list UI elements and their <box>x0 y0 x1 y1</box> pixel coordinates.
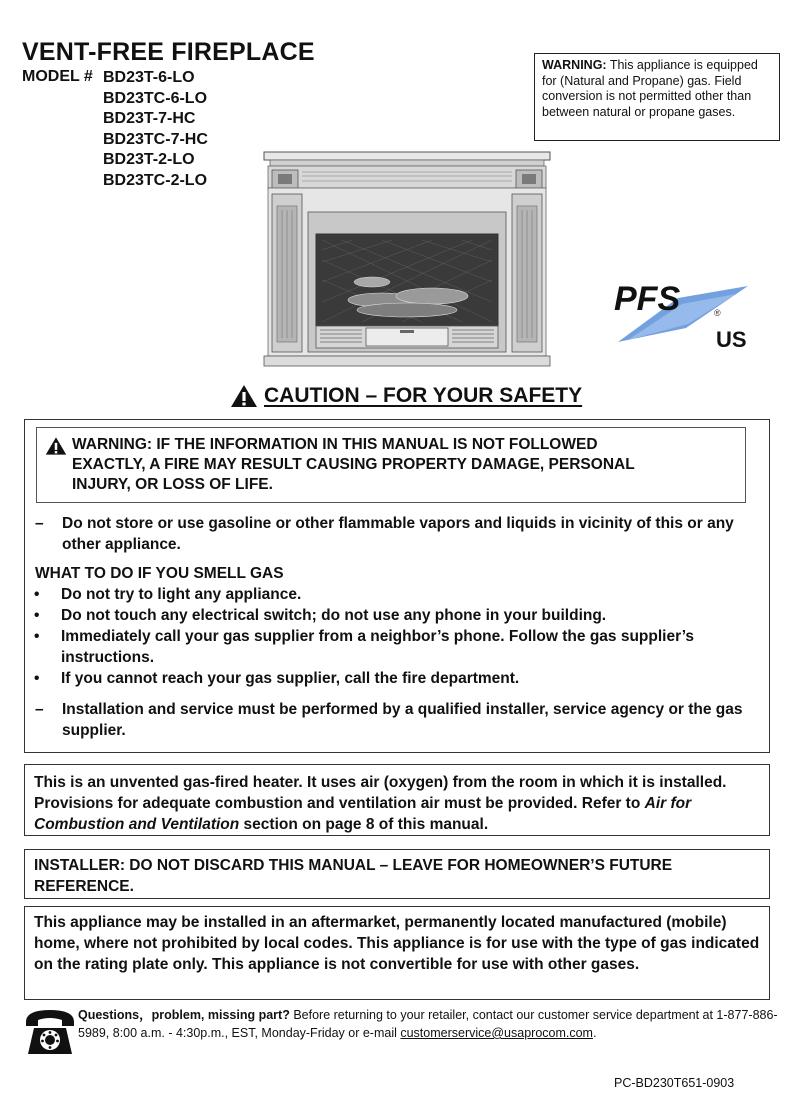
document-title: VENT-FREE FIREPLACE <box>22 38 315 66</box>
model-number: BD23T-6-LO <box>103 69 195 86</box>
list-item-text: Do not try to light any appliance. <box>61 586 302 603</box>
telephone-icon <box>22 1004 78 1058</box>
list-item-text: Do not touch any electrical switch; do not use any phone in your building. <box>61 607 607 624</box>
list-item-text: Immediately call your gas supplier from a neighbor’s phone. Follow the gas supplier’s instructions. <box>61 628 695 666</box>
model-number: BD23TC-2-LO <box>103 171 208 189</box>
registered-mark: ® <box>714 308 721 318</box>
notice-text: This is an unvented gas-fired heater. It uses air (oxygen) from the room in which it is installed. Provisions for adequate combustion and ventilation air must be provided. Refer to <box>34 774 727 812</box>
warning-triangle-icon <box>230 384 258 408</box>
list-item <box>26 605 761 626</box>
list-item <box>26 668 761 689</box>
mobile-home-notice: This appliance may be installed in an aftermarket, permanently located manufactured (mobile) home, where not prohibited by local codes. This appliance is for use with the type of gas indicated on the rating plate only. This appliance is not convertible for use with other gases. <box>24 906 770 1000</box>
fire-warning-line: WARNING: IF THE INFORMATION IN THIS MANUAL IS NOT FOLLOWED <box>72 436 598 453</box>
list-item <box>26 584 761 605</box>
bullet-marker: • <box>34 607 40 624</box>
list-item <box>26 626 761 668</box>
section-reference: Air for Combustion and Ventilation <box>34 795 692 833</box>
fireplace-illustration <box>262 150 552 370</box>
model-number: BD23T-2-LO <box>103 151 195 168</box>
model-number: BD23T-7-HC <box>103 110 196 127</box>
pfs-region: US <box>716 327 747 352</box>
warning-label: WARNING: <box>542 58 607 72</box>
installation-service-item <box>26 699 761 741</box>
caution-heading-text: CAUTION – FOR YOUR SAFETY <box>264 384 583 407</box>
smell-gas-heading: WHAT TO DO IF YOU SMELL GAS <box>35 565 284 582</box>
dash-marker: – <box>35 515 44 532</box>
list-item-text: If you cannot reach your gas supplier, call the fire department. <box>61 670 520 687</box>
bullet-marker: • <box>34 670 40 687</box>
questions-label: Questions，problem, missing part? <box>78 1008 290 1022</box>
customer-service-email-link[interactable]: customerservice@usaprocom.com <box>400 1026 593 1040</box>
unvented-heater-notice <box>24 764 770 836</box>
contact-text: Before returning to your retailer, contact our customer service department at 1-877-886-5989, 8:00 a.m. - 4:30p.m., EST, Monday-Friday or e-mail <box>78 1008 778 1040</box>
model-number: BD23TC-7-HC <box>103 130 208 148</box>
customer-service-contact <box>78 1006 778 1042</box>
model-number: BD23TC-6-LO <box>103 89 208 107</box>
dash-marker: – <box>35 701 44 718</box>
fire-warning-box <box>36 427 746 503</box>
fire-warning-line: EXACTLY, A FIRE MAY RESULT CAUSING PROPERTY DAMAGE, PERSONAL <box>72 456 635 473</box>
bullet-marker: • <box>34 628 40 645</box>
pfs-certification-logo <box>608 272 758 352</box>
warning-triangle-icon <box>45 436 67 456</box>
model-list <box>103 68 208 191</box>
document-code: PC-BD230T651-0903 <box>614 1076 735 1090</box>
smell-gas-list <box>26 584 761 689</box>
notice-text: section on page 8 of this manual. <box>239 816 489 833</box>
pfs-logo-text: PFS <box>614 280 681 318</box>
contact-text-end: . <box>592 1026 597 1040</box>
fire-warning-line: INJURY, OR LOSS OF LIFE. <box>72 476 273 493</box>
flammable-vapors-item <box>26 513 761 555</box>
caution-heading <box>230 384 582 408</box>
gas-conversion-warning-box <box>534 53 780 141</box>
installation-service-text: Installation and service must be performed by a qualified installer, service agency or the gas supplier. <box>62 701 743 739</box>
model-prefix: MODEL # <box>22 68 93 85</box>
bullet-marker: • <box>34 586 40 603</box>
flammable-vapors-text: Do not store or use gasoline or other flammable vapors and liquids in vicinity of this or any other appliance. <box>62 515 734 553</box>
warning-text: This appliance is equipped for (Natural and Propane) gas. Field conversion is not permitted other than between natural or propane gases. <box>542 58 758 119</box>
installer-notice: INSTALLER: DO NOT DISCARD THIS MANUAL – LEAVE FOR HOMEOWNER’S FUTURE REFERENCE. <box>24 849 770 899</box>
